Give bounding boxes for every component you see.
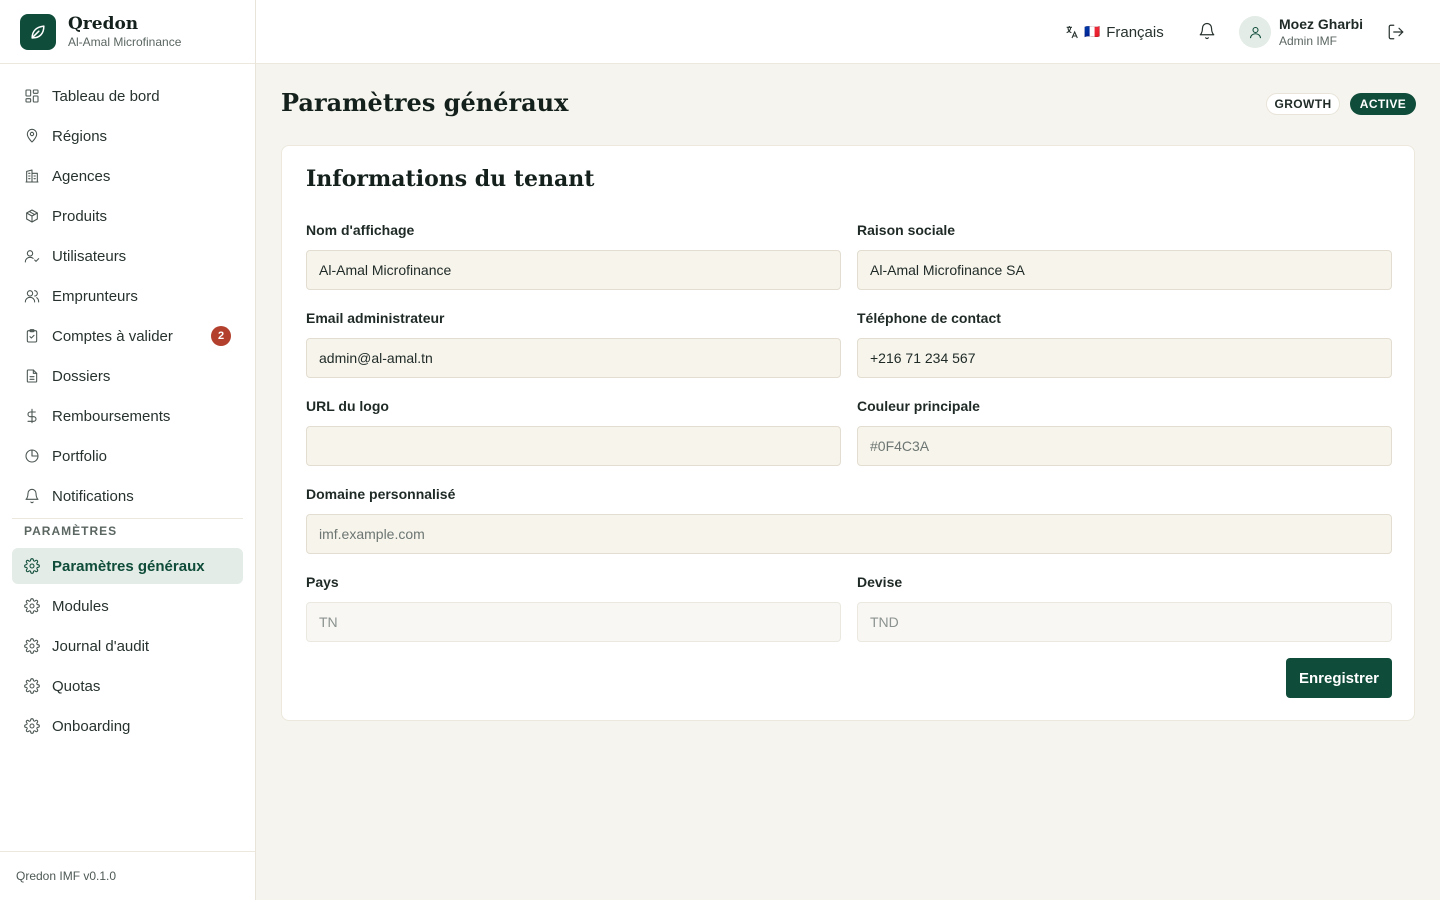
dollar-icon: [24, 408, 40, 424]
primary-color-label: Couleur principale: [857, 398, 980, 414]
user-check-icon: [24, 248, 40, 264]
legal-name-label: Raison sociale: [857, 222, 956, 238]
page-title: Paramètres généraux: [281, 88, 569, 117]
app-version: Qredon IMF v0.1.0: [0, 851, 255, 900]
sidebar-item-quotas[interactable]: [12, 668, 243, 704]
dashboard-icon: [24, 88, 40, 104]
notifications-bell-icon[interactable]: [1198, 22, 1216, 40]
display-name-label: Nom d'affichage: [306, 222, 415, 238]
sidebar-item-repayments[interactable]: [12, 398, 243, 434]
admin-email-label: Email administrateur: [306, 310, 445, 326]
sidebar-item-products[interactable]: [12, 198, 243, 234]
save-button[interactable]: Enregistrer: [1286, 658, 1392, 698]
pie-chart-icon: [24, 448, 40, 464]
logo-url-label: URL du logo: [306, 398, 389, 414]
gear-icon: [24, 718, 40, 734]
sidebar-item-label: Agences: [52, 167, 111, 185]
sidebar-item-label: Emprunteurs: [52, 287, 138, 305]
phone-input[interactable]: [857, 338, 1392, 378]
pending-count-badge: 2: [211, 326, 231, 346]
admin-email-input[interactable]: [306, 338, 841, 378]
primary-color-input[interactable]: [857, 426, 1392, 466]
sidebar-item-agencies[interactable]: [12, 158, 243, 194]
gear-icon: [24, 678, 40, 694]
plan-badge: GROWTH: [1266, 93, 1340, 115]
custom-domain-input[interactable]: [306, 514, 1392, 554]
language-switcher[interactable]: [1064, 20, 1164, 44]
sidebar-item-label: Remboursements: [52, 407, 171, 425]
sidebar-item-label: Portfolio: [52, 447, 108, 465]
sidebar-item-dashboard[interactable]: [12, 78, 243, 114]
country-label: Pays: [306, 574, 339, 590]
sidebar-nav: [0, 64, 255, 744]
clipboard-check-icon: [24, 328, 40, 344]
sidebar-item-label: Modules: [52, 597, 109, 615]
sidebar-item-onboarding[interactable]: [12, 708, 243, 744]
brand[interactable]: [0, 0, 255, 64]
phone-label: Téléphone de contact: [857, 310, 1001, 326]
sidebar-item-notifications[interactable]: [12, 478, 243, 514]
logout-icon[interactable]: [1387, 23, 1405, 41]
gear-icon: [24, 598, 40, 614]
sidebar-item-borrowers[interactable]: [12, 278, 243, 314]
logo-url-input[interactable]: [306, 426, 841, 466]
tenant-info-card: [281, 145, 1415, 721]
tenant-name: Al-Amal Microfinance: [68, 34, 182, 49]
sidebar-item-modules[interactable]: [12, 588, 243, 624]
sidebar-item-label: Journal d'audit: [52, 637, 150, 655]
currency-input: [857, 602, 1392, 642]
top-header: [256, 0, 1440, 64]
sidebar-item-portfolio[interactable]: [12, 438, 243, 474]
user-info[interactable]: [1279, 15, 1363, 49]
sidebar-item-label: Paramètres généraux: [52, 557, 205, 575]
sidebar-item-regions[interactable]: [12, 118, 243, 154]
status-badge: ACTIVE: [1350, 93, 1416, 115]
user-avatar-icon[interactable]: [1239, 16, 1271, 48]
user-name: Moez Gharbi: [1279, 16, 1364, 32]
sidebar-item-label: Tableau de bord: [52, 87, 160, 105]
sidebar-item-label: Régions: [52, 127, 108, 145]
sidebar-item-general-settings[interactable]: [12, 548, 243, 584]
user-role: Admin IMF: [1279, 34, 1338, 48]
leaf-logo-icon: [20, 14, 56, 50]
display-name-input[interactable]: [306, 250, 841, 290]
users-icon: [24, 288, 40, 304]
sidebar-item-label: Quotas: [52, 677, 101, 695]
legal-name-input[interactable]: [857, 250, 1392, 290]
sidebar-item-label: Utilisateurs: [52, 247, 127, 265]
file-text-icon: [24, 368, 40, 384]
flag-icon: 🇫🇷: [1084, 24, 1101, 39]
custom-domain-label: Domaine personnalisé: [306, 486, 456, 502]
brand-name: Qredon: [68, 13, 139, 34]
gear-icon: [24, 558, 40, 574]
gear-icon: [24, 638, 40, 654]
sidebar-item-audit-log[interactable]: [12, 628, 243, 664]
sidebar: [0, 0, 256, 900]
sidebar-item-label: Notifications: [52, 487, 134, 505]
bell-icon: [24, 488, 40, 504]
sidebar-item-users[interactable]: [12, 238, 243, 274]
sidebar-item-label: Produits: [52, 207, 108, 225]
language-label: Français: [1106, 23, 1164, 41]
sidebar-item-accounts-to-validate[interactable]: [12, 318, 243, 354]
sidebar-item-label: Comptes à valider: [52, 327, 173, 345]
sidebar-item-label: Onboarding: [52, 717, 131, 735]
settings-section-label: PARAMÈTRES: [24, 524, 118, 538]
card-title: Informations du tenant: [306, 166, 595, 192]
sidebar-item-files[interactable]: [12, 358, 243, 394]
currency-label: Devise: [857, 574, 903, 590]
sidebar-item-label: Dossiers: [52, 367, 111, 385]
map-pin-icon: [24, 128, 40, 144]
translate-icon: [1064, 24, 1080, 40]
building-icon: [24, 168, 40, 184]
country-input: [306, 602, 841, 642]
package-icon: [24, 208, 40, 224]
